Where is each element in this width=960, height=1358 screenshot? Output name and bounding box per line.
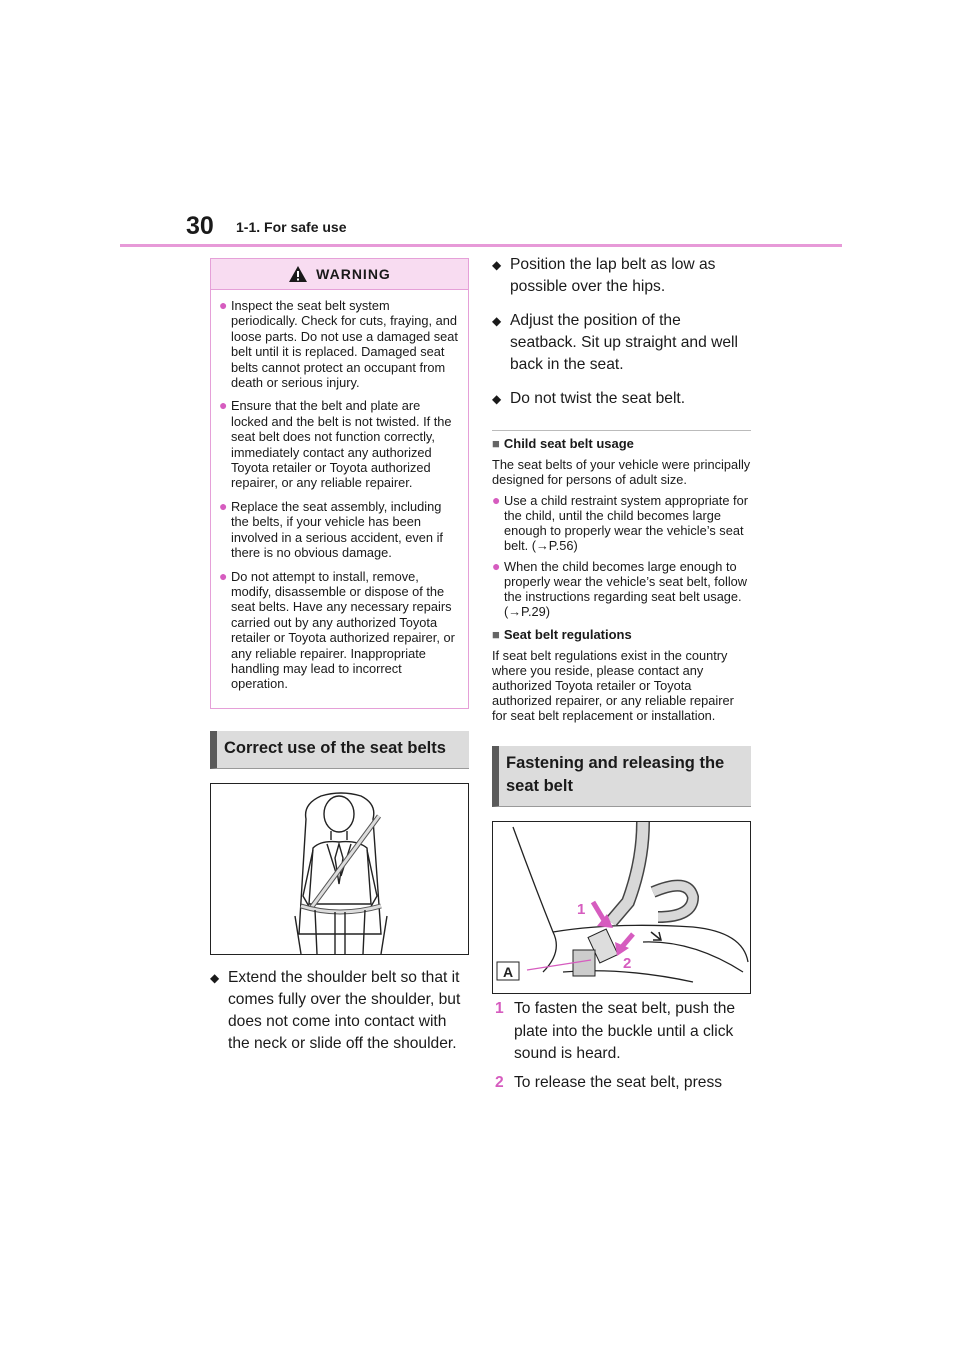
header-rule [120,244,842,247]
buckle-drawing [493,822,750,993]
warning-icon [288,265,308,283]
bullet-item: ◆ Position the lap belt as low as possible over the hips. [492,254,751,298]
figure-label-a: A [502,964,514,980]
bullet-dot-icon: ● [492,558,501,574]
bullet-item: ◆ Do not twist the seat belt. [492,388,751,410]
bullet-diamond-icon: ◆ [492,258,502,272]
bullet-dot-icon: ● [219,497,228,514]
regulations-heading: ■ Seat belt regulations [492,627,632,642]
bullet-item: ◆ Adjust the position of the seatback. Sit up straight and well back in the seat. [492,310,751,376]
page-number: 30 [186,212,214,240]
right-column [492,258,751,1094]
regulations-text: If seat belt regulations exist in the country where you reside, please contact any authorized Toyota retailer or Toyota authorized repairer, or any reliable repairer for seat belt replacement or installation. [492,648,734,723]
square-bullet-icon: ■ [492,627,500,642]
bullet-diamond-icon: ◆ [492,392,502,406]
figure-label-2: 2 [623,955,632,972]
left-column [210,258,469,1055]
step-item: 1 To fasten the seat belt, push the plate into the buckle until a click sound is heard. [495,1000,736,1062]
subsection-divider [492,430,751,431]
correct-use-heading: Correct use of the seat belts [210,731,469,769]
child-usage-item: ● Use a child restraint system appropriate for the child, until the child becomes large enough to properly wear the vehicle’s seat belt. (→P.56) [492,492,748,553]
warning-header [211,259,468,290]
step-item: 2 To release the seat belt, press [495,1073,723,1091]
warning-box [210,258,469,709]
warning-item: ● Ensure that the belt and plate are locked and the belt is not twisted. If the seat belt does not function correctly, immediately contact any authorized Toyota retailer or Toyota authorized repairer, or any reliable repairer. [219,397,452,491]
bullet-item: ◆ Extend the shoulder belt so that it comes fully over the shoulder, but does not come into contact with the neck or slide off the shoulder. [210,967,469,1055]
seated-occupant-illustration [210,783,469,955]
bullet-dot-icon: ● [492,492,501,508]
fastening-heading: Fastening and releasing the seat belt [492,746,751,807]
bullet-diamond-icon: ◆ [492,314,502,328]
child-usage-heading: ■ Child seat belt usage [492,436,634,451]
square-bullet-icon: ■ [492,436,500,451]
section-title: 1-1. For safe use [236,219,347,235]
warning-list [211,290,468,692]
warning-item: ● Replace the seat assembly, including the belts, if your vehicle has been involved in a serious accident, even if there is no obvious damage. [219,497,443,561]
warning-item: ● Inspect the seat belt system periodically. Check for cuts, fraying, and loose parts. Do not use a damaged seat belt until it is replaced. Damaged seat belts cannot protect an occupant from death or serious injury. [219,297,458,391]
bullet-dot-icon: ● [219,297,228,313]
bullet-dot-icon: ● [219,567,228,584]
figure-label-1: 1 [577,901,586,918]
child-usage-item: ● When the child becomes large enough to properly wear the vehicle’s seat belt, follow the instructions regarding seat belt usage. (→P.29) [492,558,748,619]
buckle-illustration [492,821,751,994]
bullet-dot-icon: ● [219,397,228,414]
warning-title: WARNING [316,266,391,282]
child-usage-intro: The seat belts of your vehicle were principally designed for persons of adult size. [492,457,751,487]
warning-item: ● Do not attempt to install, remove, modify, disassemble or dispose of the seat belts. Have any necessary repairs carried out by any authorized Toyota retailer or Toyota authorized repairer, or any reliable repairer. Inappropriate handling may lead to incorrect operation. [219,567,455,692]
bullet-diamond-icon: ◆ [210,970,220,985]
occupant-drawing [211,784,468,954]
